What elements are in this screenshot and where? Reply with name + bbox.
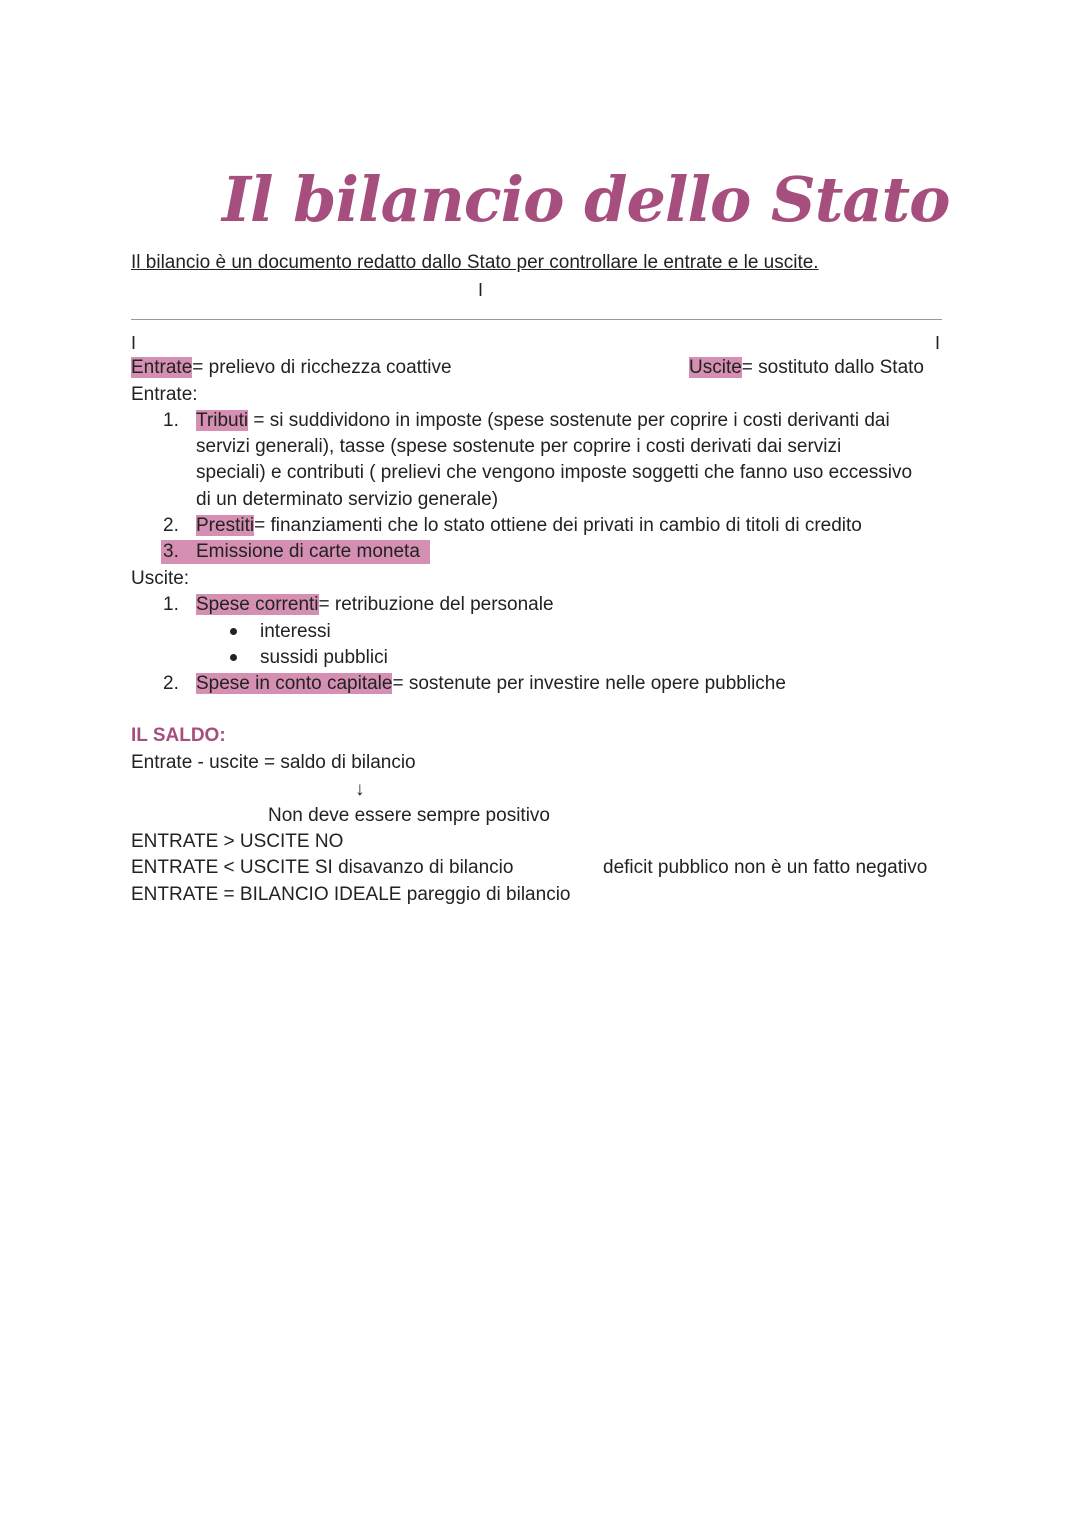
tributi-line-2: servizi generali), tasse (spese sostenute per coprire i costi derivati dai servizi (196, 436, 842, 457)
cursor-mark-left: I (131, 333, 137, 353)
entrate-item-2-number: 2. (163, 515, 179, 536)
entrate-heading: Entrate: (131, 384, 198, 405)
page-title: Il bilancio dello Stato (222, 163, 950, 236)
uscite-definition (689, 356, 924, 380)
tributi-line-3: speciali) e contributi ( prelievi che vengono imposte soggetti che fanno uso eccessivo (196, 462, 913, 483)
horizontal-divider (131, 319, 942, 320)
prestiti-text: = finanziamenti che lo stato ottiene dei privati in cambio di titoli di credito (254, 515, 862, 536)
tributi-term: Tributi (196, 410, 249, 431)
uscite-item-2 (196, 672, 786, 696)
saldo-note: Non deve essere sempre positivo (268, 805, 550, 826)
uscite-term: Uscite (689, 357, 742, 378)
entrate-definition (131, 356, 452, 380)
cursor-mark-right: I (935, 333, 941, 353)
bullet-interessi: interessi (260, 621, 331, 642)
tributi-line-1: = si suddividono in imposte (spese sostenute per coprire i costi derivanti dai (248, 410, 890, 431)
entrate-item-2 (196, 514, 862, 538)
bullet-sussidi: sussidi pubblici (260, 647, 388, 668)
entrate-item-1-number: 1. (163, 410, 179, 431)
bullet-icon (230, 628, 237, 635)
entrate-def-text: = prelievo di ricchezza coattive (192, 357, 452, 378)
cursor-mark-center: I (478, 280, 484, 300)
emissione-term: Emissione di carte moneta (196, 541, 420, 562)
spese-correnti-text: = retribuzione del personale (318, 594, 554, 615)
page-subtitle: Il bilancio è un documento redatto dallo Stato per controllare le entrate e le uscite. (131, 252, 819, 273)
uscite-item-1-number: 1. (163, 594, 179, 615)
entrate-term: Entrate (131, 357, 193, 378)
prestiti-term: Prestiti (196, 515, 255, 536)
uscite-def-text: = sostituto dallo Stato (741, 357, 924, 378)
bullet-icon (230, 654, 237, 661)
saldo-heading: IL SALDO: (131, 725, 226, 746)
entrate-item-3-number: 3. (163, 541, 179, 562)
down-arrow-icon: ↓ (355, 779, 365, 800)
entrate-item-1 (196, 409, 890, 433)
uscite-item-2-number: 2. (163, 673, 179, 694)
spese-correnti-term: Spese correnti (196, 594, 319, 615)
saldo-case-2: ENTRATE < USCITE SI disavanzo di bilancio (131, 857, 514, 878)
saldo-case-1: ENTRATE > USCITE NO (131, 831, 344, 852)
tributi-line-4: di un determinato servizio generale) (196, 489, 499, 510)
spese-capitale-text: = sostenute per investire nelle opere pubbliche (392, 673, 786, 694)
spese-capitale-term: Spese in conto capitale (196, 673, 393, 694)
saldo-case-3: ENTRATE = BILANCIO IDEALE pareggio di bilancio (131, 884, 571, 905)
saldo-side-note: deficit pubblico non è un fatto negativo (603, 857, 928, 878)
uscite-item-1 (196, 593, 554, 617)
saldo-formula: Entrate - uscite = saldo di bilancio (131, 752, 416, 773)
uscite-heading: Uscite: (131, 568, 190, 589)
